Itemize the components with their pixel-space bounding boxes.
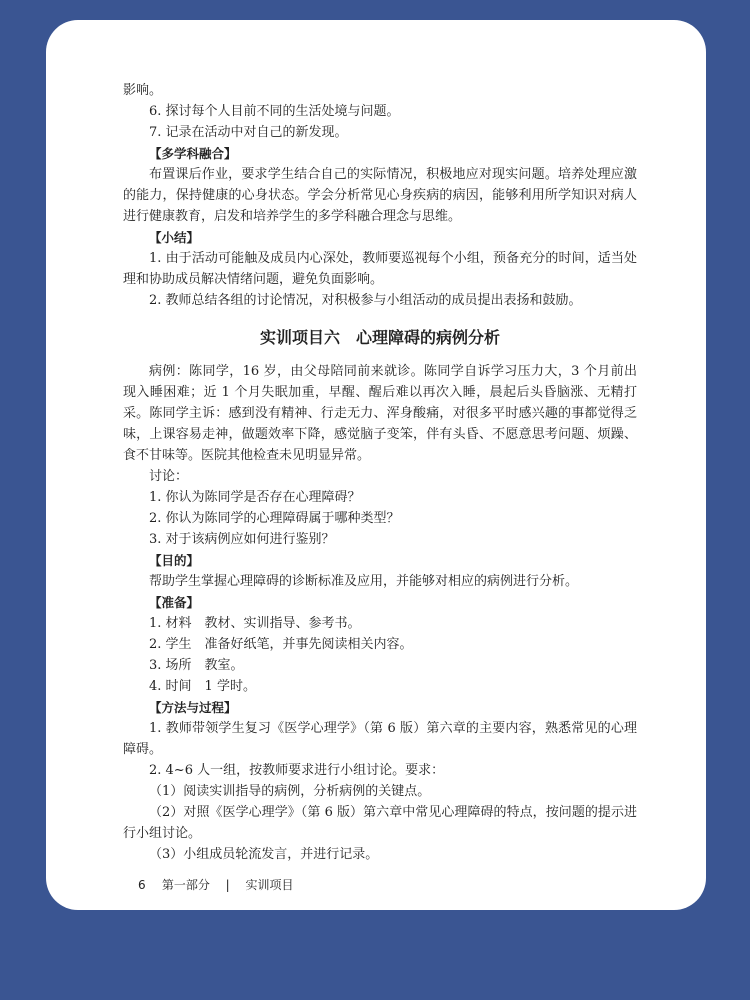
footer-section: 实训项目 — [245, 878, 294, 892]
project-title-text: 心理障碍的病例分析 — [356, 328, 501, 347]
page-footer — [138, 876, 294, 893]
page-content — [123, 80, 637, 865]
paragraph: 布置课后作业，要求学生结合自己的实际情况，积极地应对现实问题。培养处理应激的能力，保持健康的心身状态。学会分析常见心身疾病的病因，能够利用所学知识对病人进行健康教育，启发和培养学生的多学科融合理念与思维。 — [123, 167, 637, 224]
discussion-label: 讨论： — [149, 469, 189, 484]
list-item: 1. 教师带领学生复习《医学心理学》（第 6 版）第六章的主要内容，熟悉常见的心理障碍。 — [123, 721, 637, 757]
section-heading: 【准备】 — [149, 595, 200, 610]
section-heading: 【多学科融合】 — [149, 146, 237, 161]
list-item: 2. 教师总结各组的讨论情况，对积极参与小组活动的成员提出表扬和鼓励。 — [149, 293, 582, 308]
text-line: 影响。 — [123, 83, 163, 98]
section-heading: 【小结】 — [149, 230, 200, 245]
case-paragraph: 病例：陈同学，16 岁，由父母陪同前来就诊。陈同学自诉学习压力大，3 个月前出现入睡困难；近 1 个月失眠加重，早醒、醒后难以再次入睡，晨起后头昏脑涨、无精打采。陈同学主诉：感到没有精神、行走无力、浑身酸痛，对很多平时感兴趣的事都觉得乏味，上课容易走神，做题效率下降，感觉脑子变笨，伴有头昏、不愿意思考问题、烦躁、食不甘味等。医院其他检查未见明显异常。 — [123, 364, 637, 463]
list-item: 2. 学生 准备好纸笔，并事先阅读相关内容。 — [149, 637, 413, 652]
list-item: 3. 场所 教室。 — [149, 658, 244, 673]
document-page — [46, 20, 706, 910]
footer-separator: | — [225, 878, 230, 892]
list-item: 7. 记录在活动中对自己的新发现。 — [149, 125, 348, 140]
list-item: （3）小组成员轮流发言，并进行记录。 — [149, 847, 379, 862]
project-title-number: 实训项目六 — [259, 328, 340, 347]
page-number: 6 — [138, 878, 146, 892]
section-heading: 【目的】 — [149, 553, 200, 568]
list-item: 2. 4~6 人一组，按教师要求进行小组讨论。要求： — [149, 763, 445, 778]
list-item: 2. 你认为陈同学的心理障碍属于哪种类型？ — [149, 511, 400, 526]
list-item: 1. 材料 教材、实训指导、参考书。 — [149, 616, 361, 631]
list-item: （2）对照《医学心理学》（第 6 版）第六章中常见心理障碍的特点，按问题的提示进行小组讨论。 — [123, 805, 637, 841]
list-item: 4. 时间 1 学时。 — [149, 679, 256, 694]
list-item: 1. 你认为陈同学是否存在心理障碍？ — [149, 490, 361, 505]
project-title — [123, 325, 637, 351]
list-item: （1）阅读实训指导的病例，分析病例的关键点。 — [149, 784, 431, 799]
list-item: 1. 由于活动可能触及成员内心深处，教师要巡视每个小组，预备充分的时间，适当处理和协助成员解决情绪问题，避免负面影响。 — [123, 251, 637, 287]
section-heading: 【方法与过程】 — [149, 700, 237, 715]
paragraph: 帮助学生掌握心理障碍的诊断标准及应用，并能够对相应的病例进行分析。 — [149, 574, 579, 589]
footer-part: 第一部分 — [161, 878, 210, 892]
list-item: 3. 对于该病例应如何进行鉴别？ — [149, 532, 335, 547]
list-item: 6. 探讨每个人目前不同的生活处境与问题。 — [149, 104, 400, 119]
